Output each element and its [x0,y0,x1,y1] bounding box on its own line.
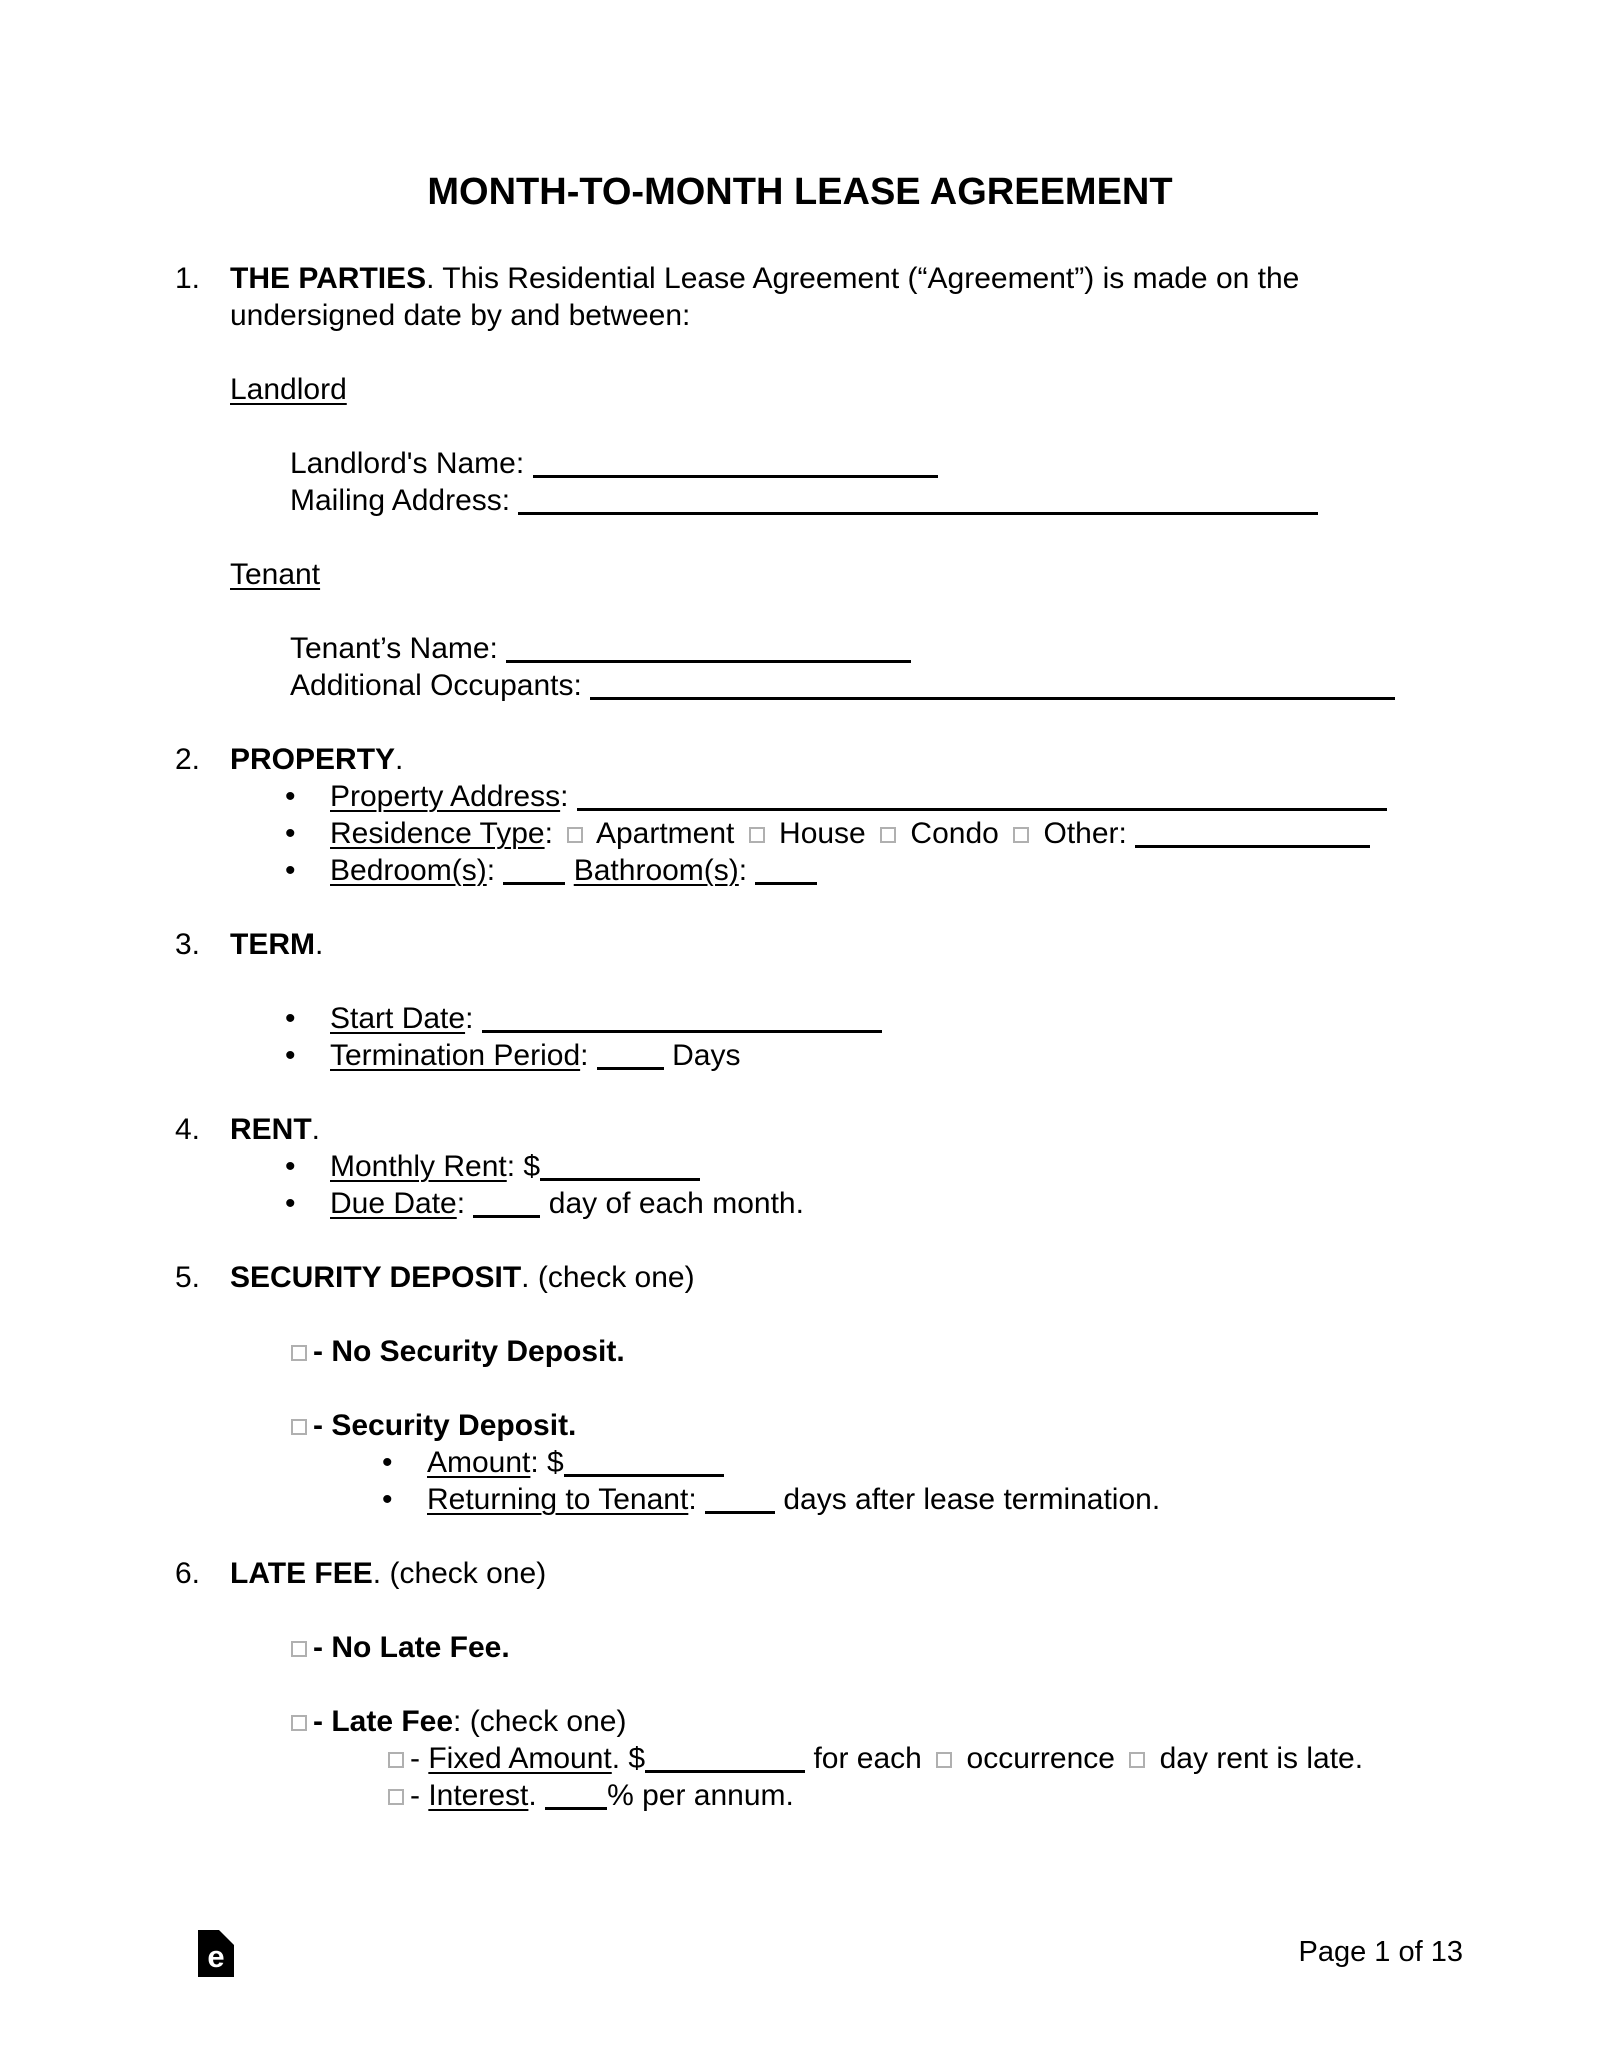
text-segment: day of each month. [540,1187,804,1220]
section-number: 5. [175,1261,201,1294]
text-segment: Bedroom(s) [330,854,487,887]
fill-in-blank [577,807,1387,811]
fill-in-blank [518,511,1318,515]
interest-option [382,1777,1463,1814]
section-number: 3. [175,928,201,961]
bullet-icon: • [382,1446,393,1479]
section-title-the-parties: THE PARTIES [230,262,427,295]
text-segment: Landlord's Name: [290,447,533,480]
fill-in-blank [503,881,565,885]
text-segment: Fixed Amount [428,1742,612,1775]
tenant-subheading: Tenant [230,558,321,591]
security-deposit-heading-text [230,1259,695,1296]
start-date-line [285,1000,1463,1037]
bullet-icon: • [285,1002,296,1035]
checkbox-icon [291,1419,307,1435]
checkbox-icon [291,1345,307,1361]
fill-in-blank [590,696,1395,700]
additional-occupants-line [290,667,1463,704]
fill-in-blank [540,1177,700,1181]
term-heading-text [230,926,323,963]
deposit-amount-line [382,1444,1463,1481]
text-segment: days after lease termination. [774,1483,1161,1516]
checkbox-icon [880,827,896,843]
residence-type-line [285,815,1463,852]
fill-in-blank [482,1029,882,1033]
text-segment: . (check one) [521,1261,695,1294]
checkbox-icon [567,827,583,843]
fill-in-blank [545,1806,607,1810]
late-fee-heading-line [175,1555,1463,1592]
section-number: 4. [175,1113,201,1146]
text-segment: - No Late Fee. [313,1631,510,1664]
text-segment: Additional Occupants: [290,669,591,702]
bedrooms-bathrooms-line [285,852,1463,889]
property-address-line [285,778,1463,815]
returning-to-tenant-line [382,1481,1463,1518]
text-segment: : [580,1039,597,1072]
checkbox-icon [388,1752,404,1768]
section-title-security-deposit: SECURITY DEPOSIT [230,1261,522,1294]
checkbox-icon [291,1641,307,1657]
fill-in-blank [755,881,817,885]
late-fee-heading-text [230,1555,546,1592]
text-segment: Returning to Tenant [427,1483,689,1516]
bullet-icon: • [285,854,296,887]
text-segment: Days [663,1039,741,1072]
fill-in-blank [645,1769,805,1773]
text-segment: occurrence [958,1742,1124,1775]
the-parties-intro-text [230,260,1299,297]
checkbox-icon [1129,1752,1145,1768]
text-segment: % per annum. [607,1779,794,1812]
checkbox-icon [1013,827,1029,843]
text-segment: - [410,1742,429,1775]
text-segment: . [528,1779,546,1812]
text-segment: : [486,854,504,887]
bullet-icon: • [285,1150,296,1183]
tenant-name-line [290,630,1463,667]
text-segment: . [315,928,324,961]
text-segment: Interest [428,1779,529,1812]
security-deposit-option [285,1407,1463,1444]
text-segment: : $ [506,1150,541,1183]
text-segment: Tenant’s Name: [290,632,507,665]
section-number: 1. [175,262,201,295]
text-segment: Late Fee [331,1705,454,1738]
text-segment: : [456,1187,474,1220]
fill-in-blank [564,1473,724,1477]
checkbox-icon [936,1752,952,1768]
rent-heading-text [230,1111,320,1148]
checkbox-icon [291,1715,307,1731]
text-segment: : (check one) [453,1705,627,1738]
text-segment: Mailing Address: [290,484,519,517]
text-segment: Condo [902,817,1008,850]
fill-in-blank [705,1510,775,1514]
landlord-name-line [290,445,1463,482]
text-segment: : [738,854,756,887]
text-segment: : [560,780,577,813]
text-segment: . [395,743,404,776]
text-segment: : $ [530,1446,564,1479]
text-segment: Due Date [330,1187,457,1220]
text-segment: . (check one) [372,1557,547,1590]
fill-in-blank [1135,844,1370,848]
text-segment: Start Date [330,1002,466,1035]
no-late-fee-option [285,1629,1463,1666]
no-security-deposit-option [285,1333,1463,1370]
text-segment: - No Security Deposit. [313,1335,625,1368]
fill-in-blank [533,474,938,478]
landlord-subheading: Landlord [230,373,347,406]
section-title-property: PROPERTY [230,743,396,776]
eforms-logo-letter: e [207,1939,225,1974]
section-number: 2. [175,743,201,776]
mailing-address-line [290,482,1463,519]
text-segment: Other: [1035,817,1136,850]
text-segment: Termination Period [330,1039,581,1072]
bullet-icon: • [382,1483,393,1516]
document-title: MONTH-TO-MONTH LEASE AGREEMENT [427,171,1173,213]
checkbox-icon [388,1789,404,1805]
property-heading-line [175,741,1463,778]
bullet-icon: • [285,1187,296,1220]
text-segment: - [313,1705,332,1738]
text-segment: : [465,1002,482,1035]
checkbox-icon [749,827,765,843]
monthly-rent-line [285,1148,1463,1185]
text-segment: day rent is late. [1151,1742,1364,1775]
text-segment [565,854,573,887]
text-segment: Monthly Rent [330,1150,507,1183]
text-segment: House [770,817,875,850]
landlord-heading-line [230,371,1463,408]
term-heading-line [175,926,1463,963]
section-title-late-fee: LATE FEE [230,1557,373,1590]
text-segment: . [311,1113,321,1146]
section-title-term: TERM [230,928,315,961]
bullet-icon: • [285,1039,296,1072]
late-fee-option [285,1703,1463,1740]
text-segment: Residence Type [330,817,545,850]
text-segment: - Security Deposit. [313,1409,577,1442]
eforms-logo [198,1930,234,1977]
due-date-line [285,1185,1463,1222]
section-title-rent: RENT [230,1113,312,1146]
text-segment: . This Residential Lease Agreement (“Agreement”) is made on the [426,262,1300,295]
fill-in-blank [597,1066,664,1070]
text-segment: : [544,817,562,850]
text-segment: Bathroom(s) [573,854,739,887]
page-indicator: Page 1 of 13 [1298,1936,1463,1968]
termination-period-line [285,1037,1463,1074]
text-segment: for each [805,1742,931,1775]
security-deposit-heading-line [175,1259,1463,1296]
text-segment: Property Address [330,780,561,813]
bullet-icon: • [285,817,296,850]
text-segment: Amount [427,1446,531,1479]
property-heading-text [230,741,403,778]
the-parties-intro-text-2 [230,297,1463,334]
rent-heading-line [175,1111,1463,1148]
text-segment: . $ [611,1742,646,1775]
fixed-amount-option [382,1740,1463,1777]
tenant-heading-line [230,556,1463,593]
text-segment: Apartment [589,817,743,850]
fill-in-blank [506,659,911,663]
text-segment: - [410,1779,429,1812]
text-segment: : [688,1483,705,1516]
fill-in-blank [473,1214,540,1218]
bullet-icon: • [285,780,296,813]
the-parties-heading-line [175,260,1463,297]
section-number: 6. [175,1557,201,1590]
text-segment: undersigned date by and between: [230,299,691,332]
